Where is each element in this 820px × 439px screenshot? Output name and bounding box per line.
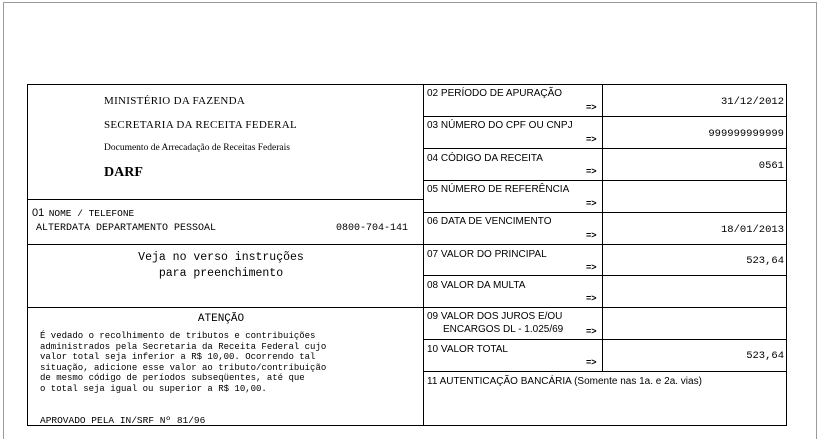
- field-arrow: =>: [586, 357, 597, 367]
- value-column-divider: [602, 85, 603, 371]
- row-divider-3: [423, 180, 787, 181]
- ministry-name: MINISTÉRIO DA FAZENDA: [104, 95, 246, 107]
- attention-title: ATENÇÃO: [197, 313, 245, 325]
- field-label-total: 10 VALOR TOTAL: [427, 344, 508, 355]
- darf-form: [27, 84, 787, 426]
- name-field-number: 01: [32, 207, 45, 219]
- field-arrow: =>: [586, 134, 597, 144]
- row-divider-6: [423, 275, 787, 276]
- document-name: Documento de Arrecadação de Receitas Federais: [104, 143, 290, 153]
- field-value-due-date: 18/01/2013: [720, 224, 784, 236]
- field-value-total: 523,64: [746, 350, 784, 362]
- field-value-apuration: 31/12/2012: [720, 96, 784, 108]
- attention-line: de mesmo código de períodos subseqüentes, até que: [40, 373, 305, 383]
- field-arrow: =>: [586, 293, 597, 303]
- instructions-line-1: Veja no verso instruções: [138, 251, 304, 264]
- row-divider-2: [423, 148, 787, 149]
- field-arrow: =>: [586, 198, 597, 208]
- taxpayer-phone: 0800-704-141: [336, 223, 409, 234]
- secretariat-name: SECRETARIA DA RECEITA FEDERAL: [104, 119, 298, 131]
- row-divider-4: [423, 212, 787, 213]
- row-divider-5: [423, 244, 787, 245]
- attention-line: valor total seja inferior a R$ 10,00. Ocorrendo tal: [40, 352, 316, 362]
- field-label-interest: 09 VALOR DOS JUROS E/OU: [427, 311, 563, 322]
- field-arrow: =>: [586, 230, 597, 240]
- field-label-authentication: 11 AUTENTICAÇÃO BANCÁRIA (Somente nas 1a. e 2a. vias): [427, 376, 702, 387]
- row-divider-8: [423, 339, 787, 340]
- attention-line: situação, adicione esse valor ao tributo/contribuição: [40, 362, 327, 373]
- attention-line: É vedado o recolhimento de tributos e contribuições: [40, 331, 316, 341]
- field-label-interest-2: ENCARGOS DL - 1.025/69: [443, 324, 564, 335]
- field-arrow: =>: [586, 102, 597, 112]
- field-value-cpf-cnpj: 999999999999: [708, 128, 784, 140]
- row-divider-1: [423, 116, 787, 117]
- field-value-revenue-code: 0561: [758, 160, 784, 172]
- column-divider: [423, 85, 424, 425]
- field-arrow: =>: [586, 326, 597, 336]
- field-label-fine: 08 VALOR DA MULTA: [427, 280, 526, 291]
- taxpayer-name: ALTERDATA DEPARTAMENTO PESSOAL: [36, 223, 217, 234]
- row-divider-7: [423, 307, 787, 308]
- row-divider-9: [423, 371, 787, 372]
- left-divider-3: [28, 307, 424, 308]
- name-field-label: NOME / TELEFONE: [48, 208, 135, 219]
- field-label-principal: 07 VALOR DO PRINCIPAL: [427, 249, 547, 260]
- name-label: [32, 203, 134, 221]
- field-value-principal: 523,64: [746, 255, 784, 267]
- document-title: DARF: [104, 165, 143, 180]
- field-label-due-date: 06 DATA DE VENCIMENTO: [427, 216, 552, 227]
- field-label-reference-number: 05 NÚMERO DE REFERÊNCIA: [427, 184, 570, 195]
- attention-text: [40, 331, 326, 394]
- attention-line: o total seja igual ou superior a R$ 10,00.: [40, 383, 267, 394]
- instructions-line-2: para preenchimento: [158, 267, 284, 280]
- field-label-apuration: 02 PERÍODO DE APURAÇÃO: [427, 88, 563, 99]
- field-arrow: =>: [586, 166, 597, 176]
- attention-line: administrados pela Secretaria da Receita Federal cujo: [40, 341, 327, 352]
- field-label-cpf-cnpj: 03 NÚMERO DO CPF OU CNPJ: [427, 120, 573, 131]
- field-label-revenue-code: 04 CÓDIGO DA RECEITA: [427, 153, 543, 164]
- field-arrow: =>: [586, 262, 597, 272]
- left-divider-1: [28, 199, 424, 200]
- left-divider-2: [28, 244, 424, 245]
- approved-text: APROVADO PELA IN/SRF Nº 81/96: [40, 415, 206, 426]
